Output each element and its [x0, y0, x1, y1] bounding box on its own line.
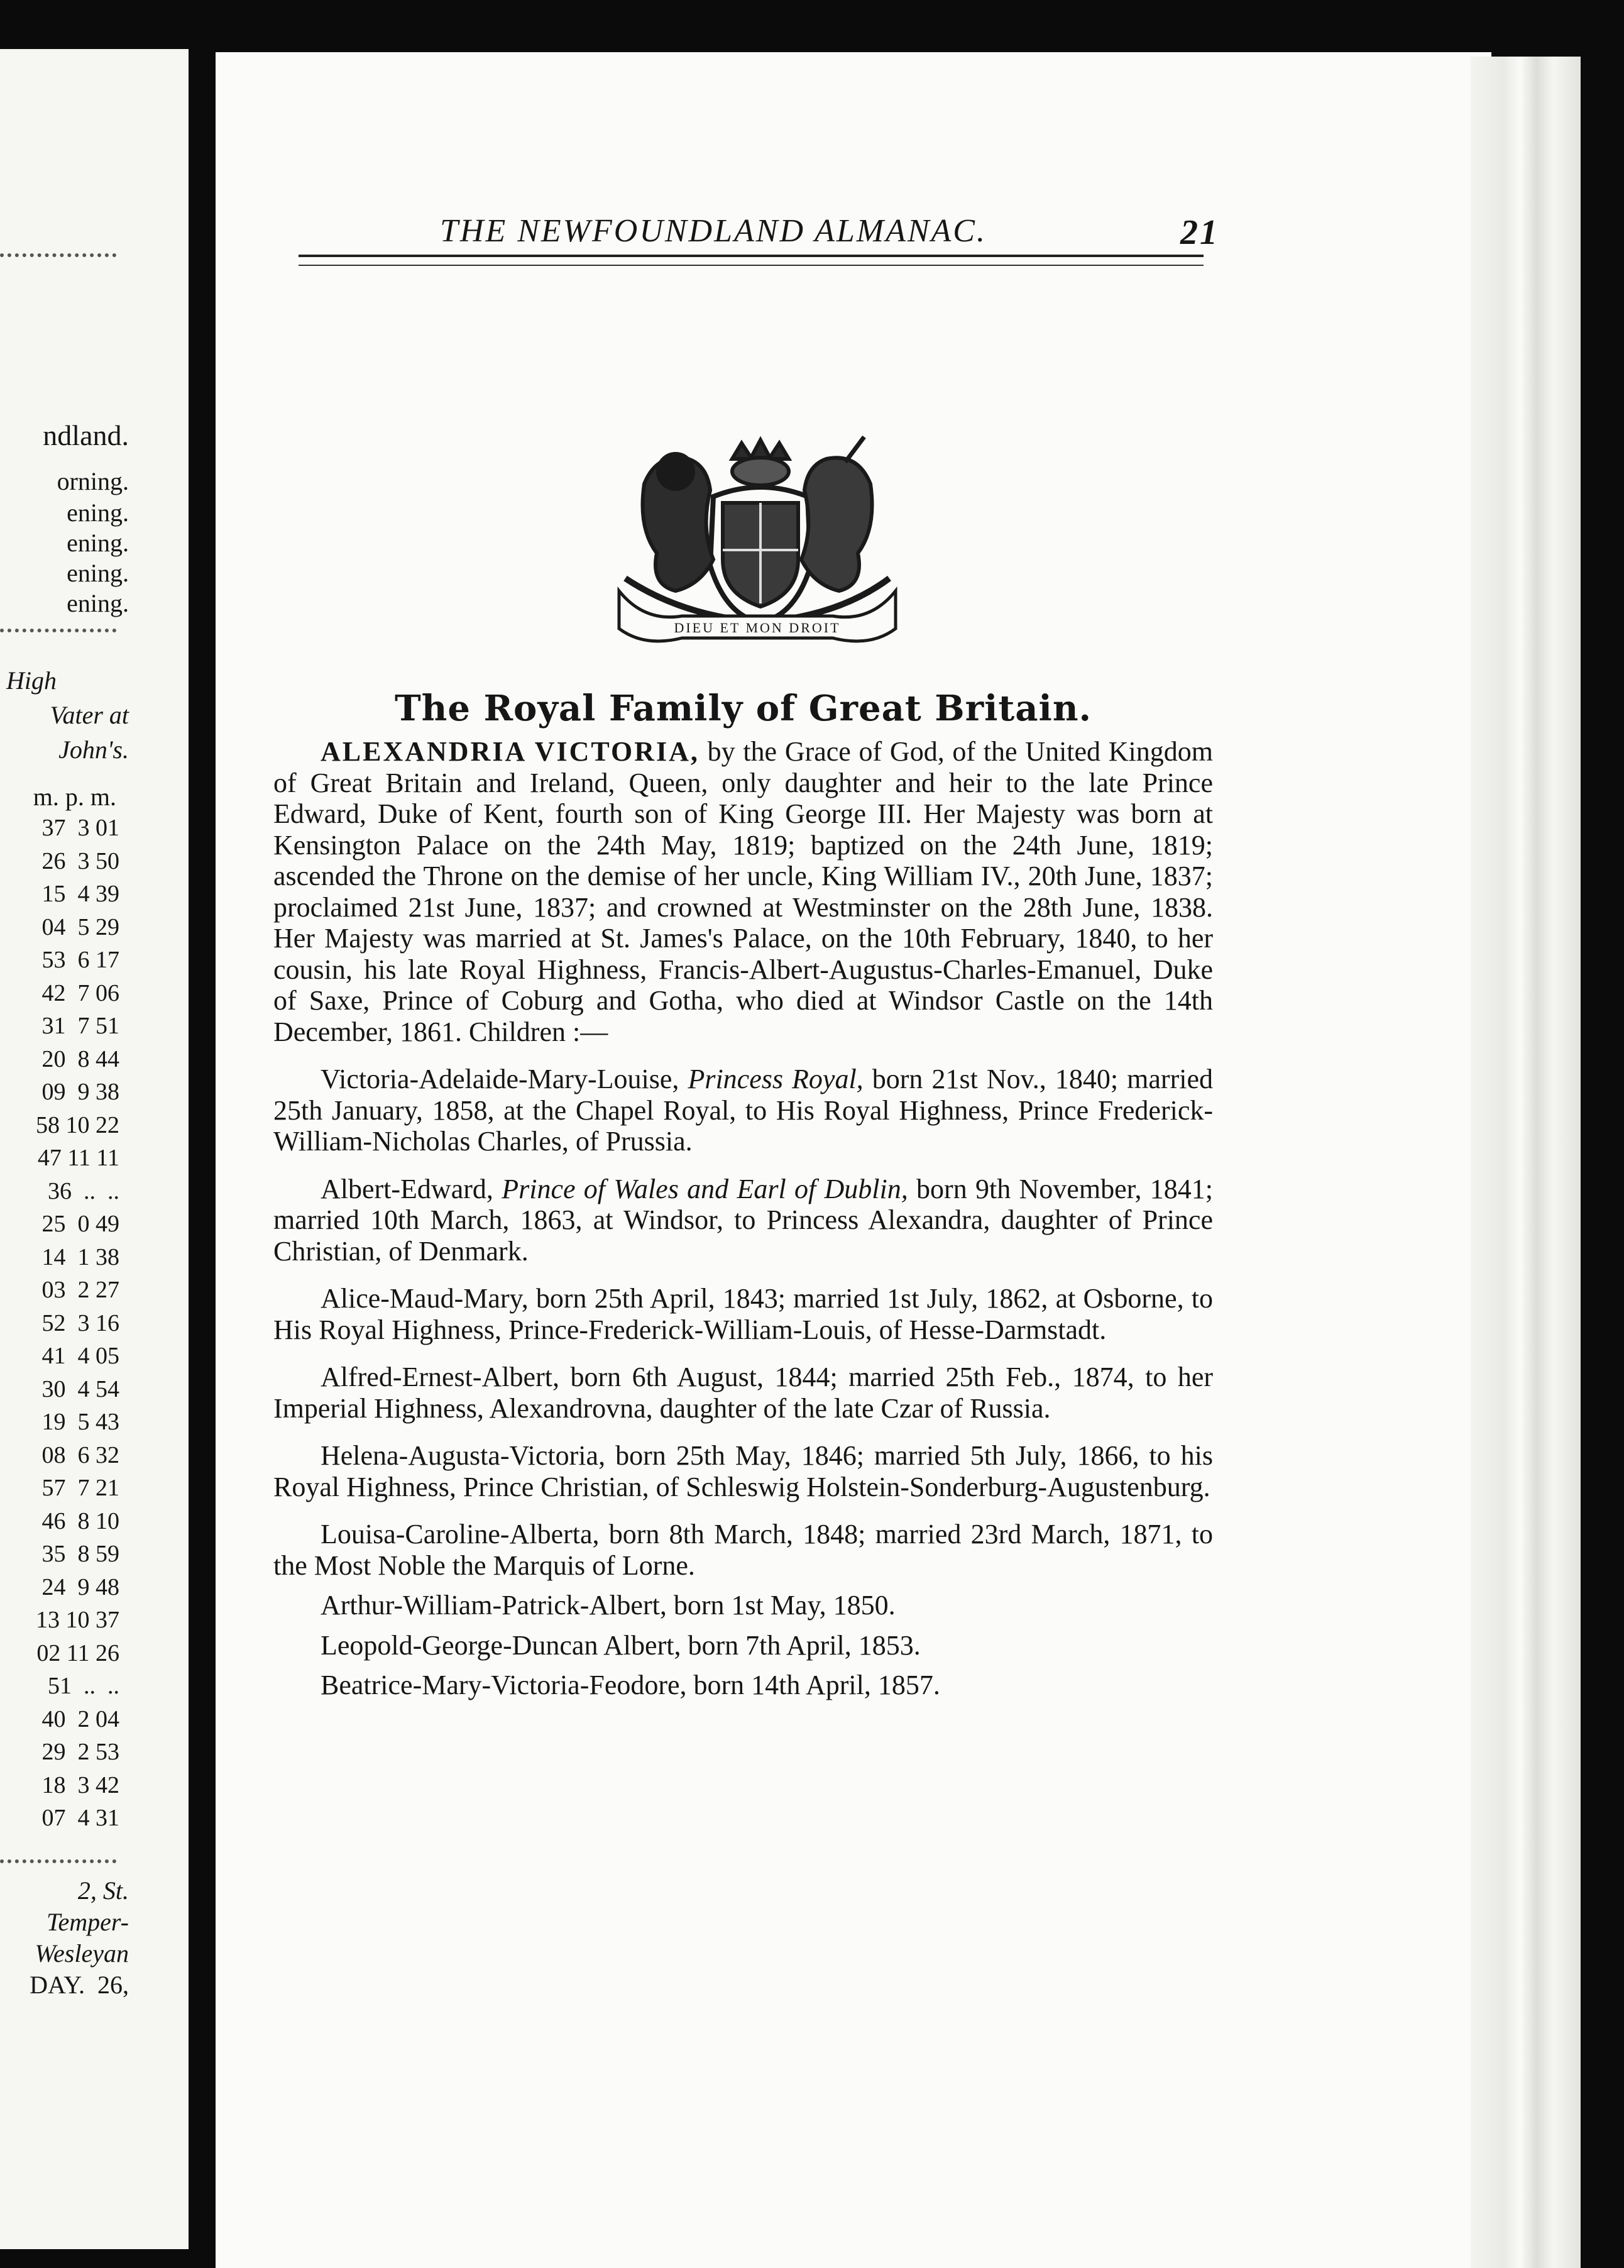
header-rule	[299, 255, 1204, 266]
left-page-heading: ndland.	[43, 419, 129, 451]
intro-text: by the Grace of God, of the United Kingdom of Great Britain and Ireland, Queen, only daughter and heir to the late Prince Edward, Duke of Kent, fourth son of King George III. Her Majesty was born at Kensington Palace on the 24th May, 1819; baptized on the 24th June, 1819; ascended the Throne on the demise of her uncle, King William IV., 20th June, 1837; proclaimed 21st June, 1837; and crowned at Westminster on the 28th June, 1838. Her Majesty was married at St. James's Palace, on the 10th February, 1840, to her cousin, his late Royal Highness, Francis-Albert-Augustus-Charles-Emanuel, Duke of Saxe, Prince of Coburg and Gotha, who died at Windsor Castle on the 14th December, 1861. Children :—	[273, 736, 1213, 1047]
left-page-line: ening.	[67, 498, 129, 527]
left-footer-line: Wesleyan	[35, 1939, 129, 1968]
tide-row: 25 0 49	[41, 1211, 119, 1237]
tide-row: 47 11 11	[37, 1145, 119, 1171]
tide-row: 41 4 05	[41, 1343, 119, 1369]
intro-paragraph	[273, 736, 1213, 1047]
child-entry	[273, 1630, 1213, 1661]
child-entry	[273, 1519, 1213, 1581]
tide-row: 02 11 26	[36, 1639, 119, 1666]
tide-row: 36 .. ..	[48, 1177, 119, 1204]
child-details: born 25th May, 1846; married 5th July, 1866, to his Royal Highness, Prince Christian, of Schleswig Holstein-Sonderburg-Augustenburg.	[273, 1440, 1214, 1502]
child-name: Helena-Augusta-Victoria,	[321, 1440, 606, 1471]
child-name: Alice-Maud-Mary,	[321, 1283, 529, 1314]
tide-row: 26 3 50	[41, 847, 119, 874]
tide-row: 31 7 51	[41, 1013, 119, 1039]
tide-row: 19 5 43	[41, 1409, 119, 1435]
page-number: 21	[1180, 213, 1219, 252]
tide-row: 08 6 32	[41, 1441, 119, 1468]
sovereign-name: ALEXANDRIA VICTORIA,	[321, 736, 700, 767]
tide-row: 52 3 16	[41, 1309, 119, 1336]
tide-row: 14 1 38	[41, 1243, 119, 1270]
divider	[0, 629, 116, 632]
left-page-line: orning.	[57, 467, 129, 495]
child-details: born 9th November, 1841; married 10th March, 1863, at Windsor, to Princess Alexandra, daughter of Prince Christian, of Denmark.	[273, 1173, 1214, 1267]
child-details: born 6th August, 1844; married 25th Feb., 1874, to her Imperial Highness, Alexandrovna, daughter of the late Czar of Russia.	[273, 1362, 1213, 1424]
tide-row: 37 3 01	[41, 815, 119, 841]
child-name: Beatrice-Mary-Victoria-Feodore,	[321, 1670, 687, 1700]
article	[273, 688, 1213, 1710]
child-title: Prince of Wales and Earl of Dublin,	[502, 1173, 908, 1204]
tide-row: 58 10 22	[36, 1111, 119, 1138]
tide-row: 09 9 38	[41, 1079, 119, 1105]
child-name: Louisa-Caroline-Alberta,	[321, 1519, 600, 1550]
child-entry	[273, 1440, 1213, 1502]
article-title: The Royal Family of Great Britain.	[394, 688, 1092, 729]
tide-row: 20 8 44	[41, 1045, 119, 1072]
column-head: High	[6, 666, 57, 695]
tide-row: 53 6 17	[41, 947, 119, 973]
child-details: born 14th April, 1857.	[693, 1670, 940, 1700]
children-list	[273, 1064, 1213, 1701]
tide-row: 24 9 48	[41, 1573, 119, 1600]
tide-row: 46 8 10	[41, 1507, 119, 1534]
child-name: Alfred-Ernest-Albert,	[321, 1362, 559, 1392]
left-footer-line: 2, St.	[77, 1876, 129, 1905]
tide-row: 30 4 54	[41, 1375, 119, 1402]
child-entry	[273, 1283, 1213, 1345]
column-head: Vater at	[50, 701, 129, 729]
left-page-line: ening.	[67, 529, 129, 557]
column-head: John's.	[58, 735, 129, 764]
child-details: born 8th March, 1848; married 23rd March, 1871, to the Most Noble the Marquis of Lorne.	[273, 1519, 1214, 1581]
tide-row: 57 7 21	[41, 1475, 119, 1501]
left-page-line: ening.	[67, 589, 129, 617]
left-page-line: ening.	[67, 559, 129, 587]
child-entry	[273, 1174, 1213, 1267]
tide-row: 42 7 06	[41, 979, 119, 1006]
tide-row: 07 4 31	[41, 1805, 119, 1831]
child-title: Princess Royal,	[688, 1064, 864, 1094]
child-name: Arthur-William-Patrick-Albert,	[321, 1590, 667, 1621]
tide-row: 51 .. ..	[48, 1673, 119, 1699]
royal-coat-of-arms-icon	[606, 434, 908, 647]
running-title: THE NEWFOUNDLAND ALMANAC.	[440, 213, 987, 249]
tide-row: 18 3 42	[41, 1771, 119, 1798]
tide-row: 40 2 04	[41, 1705, 119, 1732]
tide-row: 13 10 37	[36, 1607, 119, 1633]
motto-text: DIEU ET MON DROIT	[674, 620, 841, 636]
left-facing-page	[0, 49, 189, 2249]
child-name: Albert-Edward,	[321, 1173, 493, 1204]
left-footer-line: DAY. 26,	[30, 1971, 129, 1999]
child-details: born 21st Nov., 1840; married 25th January, 1858, at the Chapel Royal, to His Royal Highness, Prince Frederick-William-Nicholas Charles, of Prussia.	[273, 1064, 1213, 1157]
child-entry	[273, 1670, 1213, 1701]
divider	[0, 1859, 116, 1863]
page-edge	[1471, 57, 1581, 2268]
left-footer-line: Temper-	[46, 1908, 129, 1936]
divider	[0, 253, 116, 257]
child-name: Leopold-George-Duncan Albert,	[321, 1629, 681, 1661]
unit-row: m. p. m.	[33, 783, 116, 811]
child-name: Victoria-Adelaide-Mary-Louise,	[321, 1064, 679, 1094]
tide-row: 15 4 39	[41, 881, 119, 907]
child-details: born 1st May, 1850.	[673, 1590, 896, 1621]
tide-row: 35 8 59	[41, 1541, 119, 1567]
tide-row: 04 5 29	[41, 913, 119, 940]
tide-row: 29 2 53	[41, 1739, 119, 1765]
child-entry	[273, 1590, 1213, 1621]
child-details: born 25th April, 1843; married 1st July, 1862, at Osborne, to His Royal Highness, Prince-Frederick-William-Louis, of Hesse-Darmstadt.	[273, 1283, 1213, 1345]
child-details: born 7th April, 1853.	[688, 1629, 921, 1661]
tide-row: 03 2 27	[41, 1277, 119, 1303]
child-entry	[273, 1064, 1213, 1157]
child-entry	[273, 1362, 1213, 1424]
